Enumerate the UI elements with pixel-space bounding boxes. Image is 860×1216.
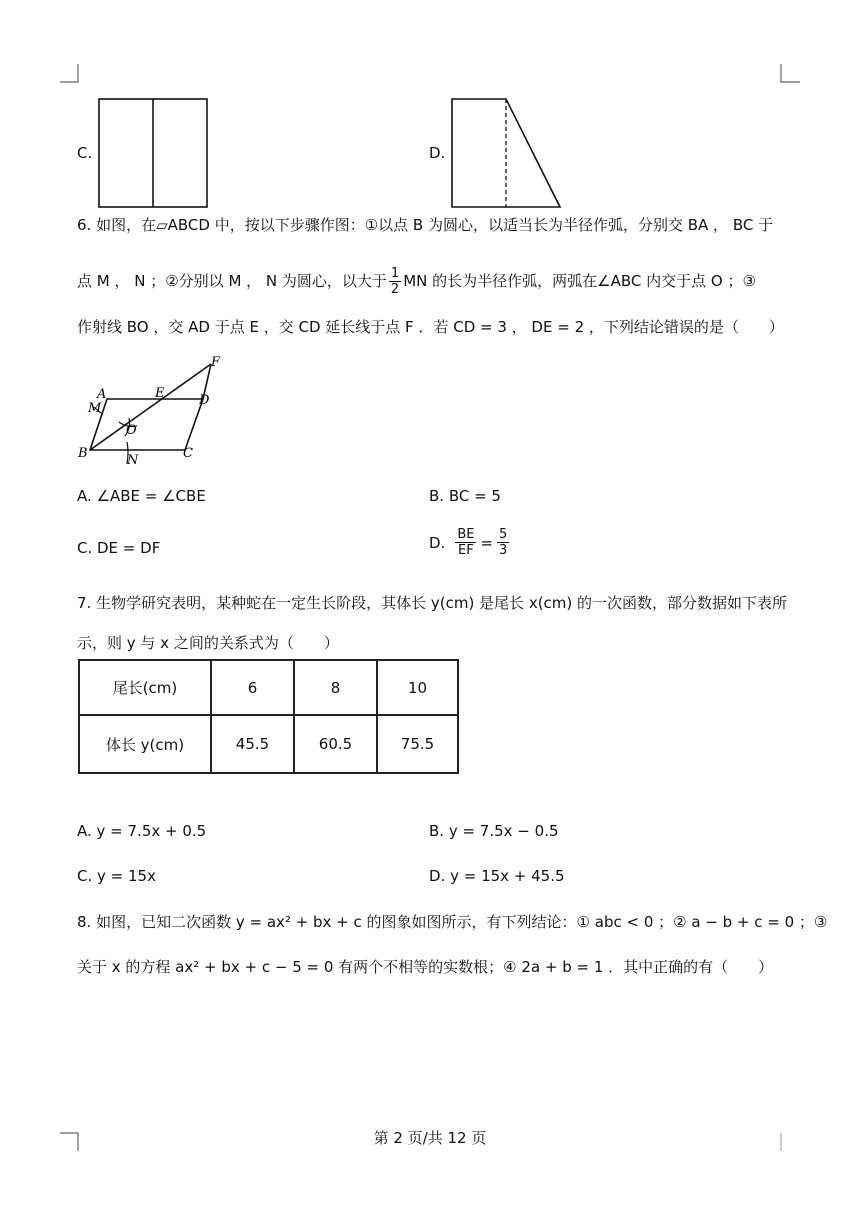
frac1-num: BE [457,527,475,542]
label-D: D [199,393,210,408]
q8-stem-line2: 关于 x 的方程 ax² + bx + c − 5 = 0 有两个不相等的实数根；④ 2a + b = 1 ．其中正确的有（ ） [77,958,774,976]
label-A: A [97,387,107,402]
q6-option-a: A. ∠ABE = ∠CBE [77,487,206,505]
q6-stem-line2 [77,266,756,297]
q7-stem-line1: 7. 生物学研究表明，某种蛇在一定生长阶段，其体长 y(cm) 是尾长 x(cm) 的一次函数，部分数据如下表所 [77,594,788,612]
q6-option-d-prefix: D. [429,533,446,552]
label-O: O [126,423,137,438]
q6-option-d-frac1 [455,527,476,558]
q7-stem-line2: 示，则 y 与 x 之间的关系式为（ ） [77,634,339,652]
q6-parallelogram-figure [75,352,255,472]
table-cell: 8 [294,660,377,715]
q6-option-c: C. DE = DF [77,539,161,557]
q6-frac-num: 1 [390,266,400,281]
q5-option-c-label: C. [77,144,93,162]
table-row [79,660,458,715]
q8-stem-line1: 8. 如图，已知二次函数 y = ax² + bx + c 的图象如图所示，有下列结论：① abc < 0 ；② a − b + c = 0 ；③ [77,913,828,931]
q7-option-a: A. y = 7.5x + 0.5 [77,822,207,840]
q6-option-d-eq: = [480,533,494,552]
table-cell: 体长 y(cm) [79,715,211,773]
page-footer: 第 2 页/共 12 页 [373,1129,487,1147]
q7-data-table [78,659,459,774]
table-cell: 尾长(cm) [79,660,211,715]
q6-half-fraction [389,266,401,297]
frac1-den: EF [458,543,474,558]
q6-frac-den: 2 [390,282,400,297]
table-row [79,715,458,773]
table-cell: 10 [377,660,458,715]
q7-option-b: B. y = 7.5x − 0.5 [429,822,559,840]
q6-option-b: B. BC = 5 [429,487,501,505]
label-C: C [183,446,193,461]
q6-stem-line1: 6. 如图，在▱ABCD 中，按以下步骤作图：①以点 B 为圆心，以适当长为半径作弧，分别交 BA ， BC 于 [77,216,774,234]
q6-option-d-frac2 [497,527,509,558]
label-M: M [88,401,102,416]
table-cell: 45.5 [211,715,294,773]
q5-option-c-figure [95,95,215,215]
q6-line2-part-a: 点 M ， N ；②分别以 M ， N 为圆心，以大于 [77,272,387,290]
q6-line2-part-b: MN 的长为半径作弧，两弧在∠ABC 内交于点 O ；③ [403,272,756,290]
frac2-num: 5 [499,527,508,542]
q5-option-d-figure [448,95,568,215]
q7-option-d: D. y = 15x + 45.5 [429,867,565,885]
frac2-den: 3 [499,543,508,558]
table-cell: 75.5 [377,715,458,773]
q7-option-c: C. y = 15x [77,867,156,885]
q5-option-d-label: D. [429,144,446,162]
table-cell: 6 [211,660,294,715]
label-E: E [155,386,165,401]
label-B: B [78,446,88,461]
table-cell: 60.5 [294,715,377,773]
label-F: F [211,355,221,370]
q6-stem-line3: 作射线 BO ，交 AD 于点 E ，交 CD 延长线于点 F ．若 CD = 3 ， DE = 2 ，下列结论错误的是（ ） [77,318,784,336]
label-N: N [127,453,139,468]
q6-option-d [429,527,511,558]
